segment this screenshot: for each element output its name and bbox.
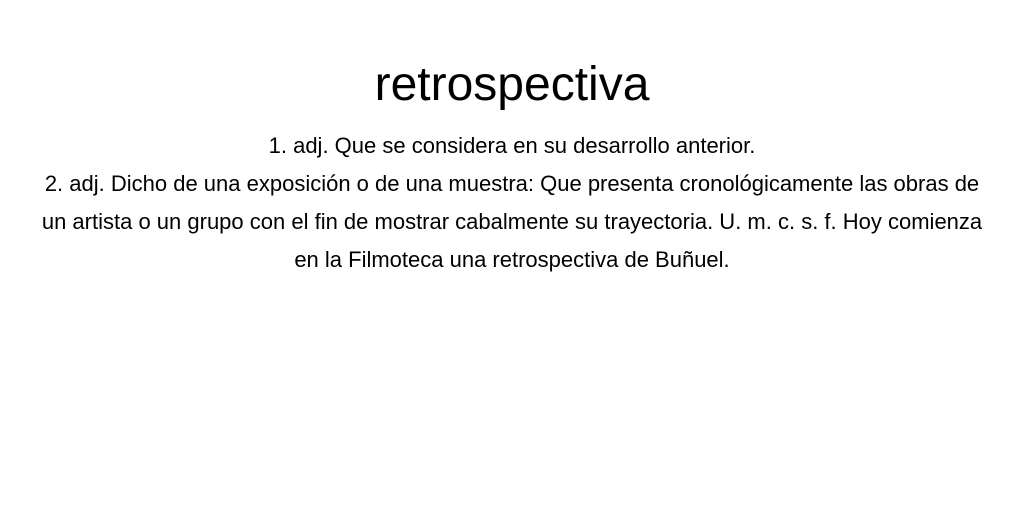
entry-headword: retrospectiva [374,58,650,111]
sense-1: 1. adj. Que se considera en su desarrollo anterior. [268,133,756,158]
sense-2: 2. adj. Dicho de una exposición o de una muestra: Que presenta cronológicamente las obras de un artista o un grupo con el fin de mostrar cabalmente su trayectoria. U. m. c. s. f. Hoy comienza en la Filmoteca una retrospectiva de Buñuel. [41,171,983,272]
entry-senses [40,127,984,279]
